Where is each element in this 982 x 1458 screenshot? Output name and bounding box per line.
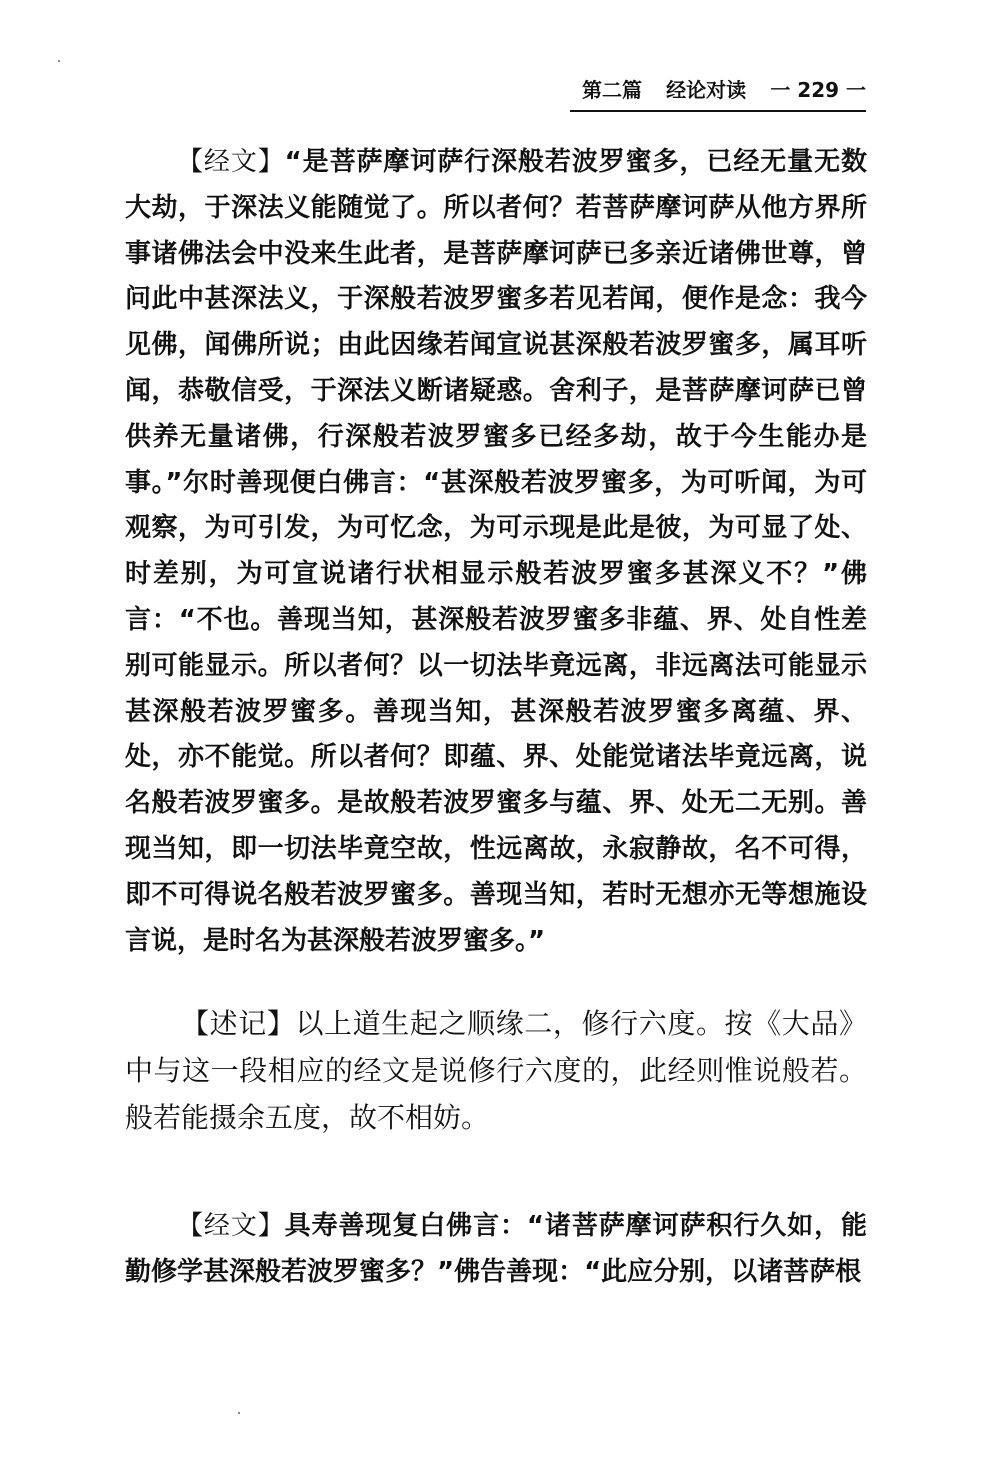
- sutra-tag: 【经文】: [177, 147, 285, 177]
- sutra-paragraph-1: [125, 140, 867, 964]
- header-rule: [570, 110, 866, 112]
- running-head: [582, 76, 866, 104]
- commentary-text: 以上道生起之顺缘二，修行六度。按《大品》中与这一段相应的经文是说修行六度的，此经则惟说般若。般若能摄余五度，故不相妨。: [125, 1007, 867, 1134]
- header-part: 第二篇: [582, 78, 642, 102]
- sutra-text: 具寿善现复白佛言：“诸菩萨摩诃萨积行久如，能勤修学甚深般若波罗蜜多？”佛告善现：“此应分别，以诸菩萨根: [125, 1211, 867, 1287]
- sutra-text: “是菩萨摩诃萨行深般若波罗蜜多，已经无量无数大劫，于深法义能随觉了。所以者何？若菩萨摩诃萨从他方界所事诸佛法会中没来生此者，是菩萨摩诃萨已多亲近诸佛世尊，曾问此中甚深法义，于深般若波罗蜜多若见若闻，便作是念：我今见佛，闻佛所说；由此因缘若闻宣说甚深般若波罗蜜多，属耳听闻，恭敬信受，于深法义断诸疑惑。舍利子，是菩萨摩诃萨已曾供养无量诸佛，行深般若波罗蜜多已经多劫，故于今生能办是事。”尔时善现便白佛言：“甚深般若波罗蜜多，为可听闻，为可观察，为可引发，为可忆念，为可示现是此是彼，为可显了处、时差别，为可宣说诸行状相显示般若波罗蜜多甚深义不？”佛言：“不也。善现当知，甚深般若波罗蜜多非蕴、界、处自性差别可能显示。所以者何？以一切法毕竟远离，非远离法可能显示甚深般若波罗蜜多。善现当知，甚深般若波罗蜜多离蕴、界、处，亦不能觉。所以者何？即蕴、界、处能觉诸法毕竟远离，说名般若波罗蜜多。是故般若波罗蜜多与蕴、界、处无二无别。善现当知，即一切法毕竟空故，性远离故，永寂静故，名不可得，即不可得说名般若波罗蜜多。善现当知，若时无想亦无等想施设言说，是时名为甚深般若波罗蜜多。”: [125, 147, 867, 956]
- scan-speck: [58, 60, 60, 62]
- sutra-block-1: [125, 140, 867, 964]
- commentary-paragraph: [125, 1000, 867, 1141]
- sutra-tag: 【经文】: [177, 1211, 285, 1241]
- sutra-paragraph-2: [125, 1204, 867, 1296]
- commentary-block: [125, 1000, 867, 1141]
- sutra-block-2: [125, 1204, 867, 1296]
- header-title: 经论对读: [666, 78, 747, 102]
- scan-speck: [238, 1412, 240, 1414]
- page-number: 一 229 一: [770, 78, 866, 102]
- commentary-tag: 【述记】: [181, 1007, 296, 1040]
